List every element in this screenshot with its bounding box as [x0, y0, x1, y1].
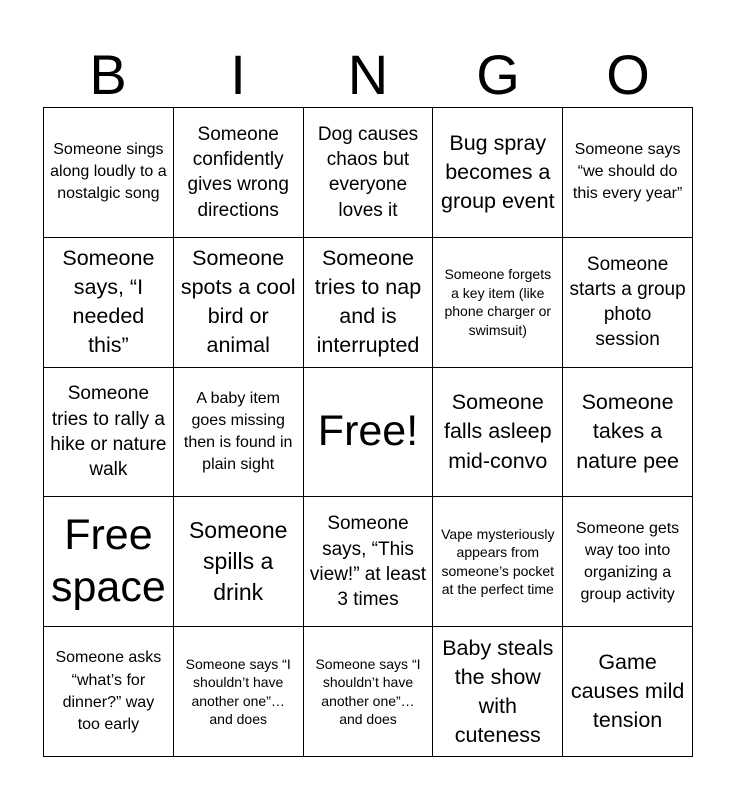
- title-letter-b: B: [89, 43, 127, 106]
- bingo-cell[interactable]: Someone confidently gives wrong directions: [174, 108, 304, 238]
- bingo-cell[interactable]: Someone says “I shouldn’t have another one”… and does: [304, 627, 434, 757]
- bingo-cell[interactable]: Someone spots a cool bird or animal: [174, 238, 304, 368]
- title-letter-g: G: [476, 43, 520, 106]
- bingo-cell[interactable]: Someone asks “what’s for dinner?” way too early: [44, 627, 174, 757]
- free-space-cell[interactable]: Free space: [44, 497, 174, 627]
- bingo-cell[interactable]: Someone gets way too into organizing a group activity: [563, 497, 693, 627]
- bingo-cell[interactable]: Someone says, “This view!” at least 3 times: [304, 497, 434, 627]
- bingo-cell[interactable]: Someone sings along loudly to a nostalgic song: [44, 108, 174, 238]
- bingo-cell[interactable]: Someone says “we should do this every year”: [563, 108, 693, 238]
- bingo-cell[interactable]: Bug spray becomes a group event: [433, 108, 563, 238]
- bingo-cell[interactable]: Dog causes chaos but everyone loves it: [304, 108, 434, 238]
- bingo-board: [43, 107, 693, 757]
- title-letter-o: O: [606, 43, 650, 106]
- bingo-cell[interactable]: Someone tries to rally a hike or nature walk: [44, 368, 174, 498]
- bingo-cell[interactable]: Someone starts a group photo session: [563, 238, 693, 368]
- bingo-cell[interactable]: Someone says “I shouldn’t have another one”… and does: [174, 627, 304, 757]
- bingo-cell[interactable]: A baby item goes missing then is found in plain sight: [174, 368, 304, 498]
- bingo-cell[interactable]: Someone takes a nature pee: [563, 368, 693, 498]
- bingo-cell[interactable]: Game causes mild tension: [563, 627, 693, 757]
- title-letter-n: N: [347, 43, 389, 106]
- bingo-cell[interactable]: Someone says, “I needed this”: [44, 238, 174, 368]
- free-cell[interactable]: Free!: [304, 368, 434, 498]
- bingo-cell[interactable]: Vape mysteriously appears from someone’s pocket at the perfect time: [433, 497, 563, 627]
- bingo-cell[interactable]: Someone falls asleep mid-convo: [433, 368, 563, 498]
- bingo-cell[interactable]: Someone tries to nap and is interrupted: [304, 238, 434, 368]
- bingo-cell[interactable]: Someone forgets a key item (like phone charger or swimsuit): [433, 238, 563, 368]
- bingo-title: [43, 44, 693, 106]
- title-letter-i: I: [230, 43, 246, 106]
- bingo-cell[interactable]: Someone spills a drink: [174, 497, 304, 627]
- bingo-cell[interactable]: Baby steals the show with cuteness: [433, 627, 563, 757]
